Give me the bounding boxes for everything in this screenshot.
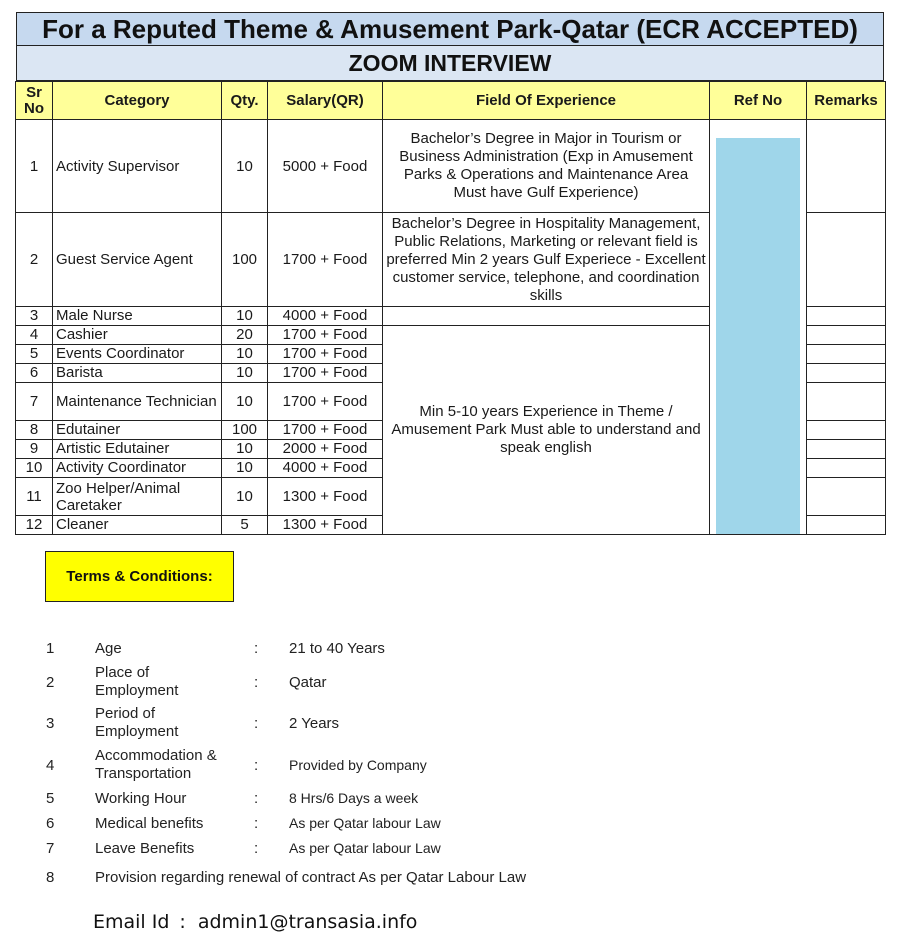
- email-label: Email Id: [93, 911, 170, 933]
- cell-qty: 10: [222, 459, 268, 478]
- table-header-row: [16, 82, 886, 120]
- column-header-remarks: Remarks: [807, 82, 886, 120]
- term-number: 1: [46, 640, 55, 657]
- cell-category: Artistic Edutainer: [53, 440, 222, 459]
- term-value: Provided by Company: [289, 757, 427, 773]
- term-number: 4: [46, 757, 55, 774]
- cell-category: Zoo Helper/Animal Caretaker: [53, 478, 222, 516]
- cell-category: Activity Supervisor: [53, 120, 222, 213]
- cell-salary: 4000 + Food: [268, 459, 383, 478]
- column-header-sr: Sr No: [16, 82, 53, 120]
- term-colon: :: [254, 790, 259, 807]
- term-value: 2 Years: [289, 715, 340, 732]
- cell-sr: 9: [16, 440, 53, 459]
- column-header-ref: Ref No: [710, 82, 807, 120]
- cell-sr: 4: [16, 326, 53, 345]
- term-colon: :: [254, 757, 259, 774]
- term-label: Place of Employment: [95, 664, 179, 699]
- cell-sr: 10: [16, 459, 53, 478]
- term-colon: :: [254, 840, 259, 857]
- term-number: 8: [46, 869, 55, 886]
- cell-sr: 2: [16, 213, 53, 307]
- cell-remarks: [807, 516, 886, 535]
- cell-sr: 1: [16, 120, 53, 213]
- term-label: Leave Benefits: [95, 840, 195, 857]
- cell-category: Activity Coordinator: [53, 459, 222, 478]
- term-colon: :: [254, 815, 259, 832]
- ref-no-column: [710, 120, 807, 535]
- cell-sr: 5: [16, 345, 53, 364]
- cell-remarks: [807, 478, 886, 516]
- jobs-table: [15, 81, 886, 535]
- cell-sr: 11: [16, 478, 53, 516]
- ref-no-highlight: [716, 138, 800, 534]
- term-number: 3: [46, 715, 55, 732]
- email-colon: :: [179, 911, 186, 933]
- cell-salary: 2000 + Food: [268, 440, 383, 459]
- cell-salary: 1300 + Food: [268, 478, 383, 516]
- cell-experience: Bachelor’s Degree in Hospitality Management, Public Relations, Marketing or relevant field is preferred Min 2 years Gulf Experiece - Excellent customer service, telephone, and coordination skills: [383, 213, 710, 307]
- cell-qty: 10: [222, 364, 268, 383]
- cell-category: Cashier: [53, 326, 222, 345]
- cell-salary: 1700 + Food: [268, 326, 383, 345]
- term-colon: :: [254, 715, 259, 732]
- cell-qty: 10: [222, 345, 268, 364]
- cell-sr: 3: [16, 307, 53, 326]
- term-number: 2: [46, 674, 55, 691]
- cell-experience: Bachelor’s Degree in Major in Tourism or Business Administration (Exp in Amusement Parks & Operations and Maintenance Area Must have Gulf Experience): [383, 120, 710, 213]
- term-number: 7: [46, 840, 55, 857]
- cell-remarks: [807, 421, 886, 440]
- cell-sr: 7: [16, 383, 53, 421]
- cell-salary: 4000 + Food: [268, 307, 383, 326]
- cell-category: Maintenance Technician: [53, 383, 222, 421]
- term-value: Qatar: [289, 674, 327, 691]
- term-value: 8 Hrs/6 Days a week: [289, 790, 419, 806]
- cell-salary: 1700 + Food: [268, 421, 383, 440]
- cell-remarks: [807, 459, 886, 478]
- term-colon: :: [254, 640, 259, 657]
- cell-remarks: [807, 213, 886, 307]
- cell-category: Events Coordinator: [53, 345, 222, 364]
- cell-sr: 8: [16, 421, 53, 440]
- term-value: As per Qatar labour Law: [289, 815, 441, 831]
- cell-qty: 10: [222, 440, 268, 459]
- contact-email-line: [93, 911, 417, 933]
- cell-qty: 10: [222, 383, 268, 421]
- page-subtitle: ZOOM INTERVIEW: [16, 46, 884, 81]
- cell-qty: 20: [222, 326, 268, 345]
- cell-salary: 1700 + Food: [268, 383, 383, 421]
- term-label: Medical benefits: [95, 815, 204, 832]
- cell-category: Edutainer: [53, 421, 222, 440]
- cell-remarks: [807, 383, 886, 421]
- terms-heading: Terms & Conditions:: [45, 551, 234, 602]
- term-number: 5: [46, 790, 55, 807]
- term-label: Provision regarding renewal of contract As per Qatar Labour Law: [95, 869, 527, 886]
- table-row: [16, 120, 886, 213]
- cell-qty: 10: [222, 120, 268, 213]
- cell-remarks: [807, 440, 886, 459]
- term-label: Age: [95, 640, 122, 657]
- cell-sr: 6: [16, 364, 53, 383]
- term-label: Period of Employment: [95, 705, 179, 740]
- cell-salary: 1700 + Food: [268, 345, 383, 364]
- column-header-salary: Salary(QR): [268, 82, 383, 120]
- cell-qty: 5: [222, 516, 268, 535]
- email-address: admin1@transasia.info: [197, 911, 418, 933]
- cell-experience-common: Min 5-10 years Experience in Theme / Amusement Park Must able to understand and speak english: [383, 326, 710, 535]
- term-value: As per Qatar labour Law: [289, 840, 441, 856]
- cell-qty: 10: [222, 478, 268, 516]
- cell-remarks: [807, 364, 886, 383]
- term-label: Working Hour: [95, 790, 187, 807]
- cell-remarks: [807, 326, 886, 345]
- cell-sr: 12: [16, 516, 53, 535]
- cell-qty: 100: [222, 213, 268, 307]
- cell-qty: 100: [222, 421, 268, 440]
- cell-remarks: [807, 120, 886, 213]
- cell-salary: 1300 + Food: [268, 516, 383, 535]
- cell-salary: 5000 + Food: [268, 120, 383, 213]
- column-header-qty: Qty.: [222, 82, 268, 120]
- cell-remarks: [807, 345, 886, 364]
- cell-salary: 1700 + Food: [268, 364, 383, 383]
- term-number: 6: [46, 815, 55, 832]
- cell-category: Male Nurse: [53, 307, 222, 326]
- cell-category: Guest Service Agent: [53, 213, 222, 307]
- cell-category: Barista: [53, 364, 222, 383]
- cell-category: Cleaner: [53, 516, 222, 535]
- term-label: Accommodation & Transportation: [95, 747, 217, 782]
- column-header-experience: Field Of Experience: [383, 82, 710, 120]
- page-title: For a Reputed Theme & Amusement Park-Qatar (ECR ACCEPTED): [16, 12, 884, 46]
- cell-experience: [383, 307, 710, 326]
- term-colon: :: [254, 674, 259, 691]
- term-value: 21 to 40 Years: [289, 640, 385, 657]
- cell-remarks: [807, 307, 886, 326]
- cell-salary: 1700 + Food: [268, 213, 383, 307]
- cell-qty: 10: [222, 307, 268, 326]
- column-header-category: Category: [53, 82, 222, 120]
